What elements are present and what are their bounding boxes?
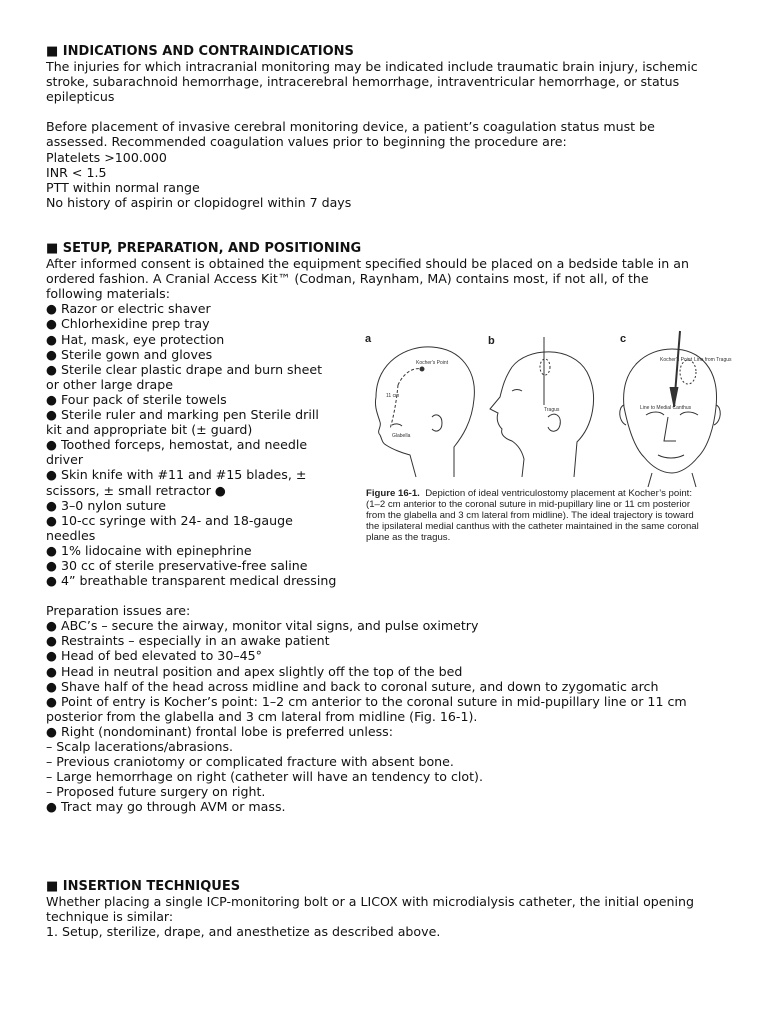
- list-item: ● 30 cc of sterile preservative-free saline: [46, 557, 308, 573]
- panel-label-b: b: [488, 335, 495, 347]
- list-item: ● Sterile gown and gloves: [46, 346, 213, 362]
- figure-caption-line: plane as the tragus.: [366, 532, 451, 543]
- text-line: No history of aspirin or clopidogrel within 7 days: [46, 194, 352, 210]
- indications-para1: [46, 59, 736, 104]
- label-line-to-medial-canthus: Line to Medial Canthus: [640, 405, 692, 411]
- list-item: ● Skin knife with #11 and #15 blades, ±: [46, 467, 307, 483]
- list-item: – Large hemorrhage on right (catheter will have an tendency to clot).: [46, 769, 483, 785]
- label-glabella: Glabella: [392, 433, 411, 439]
- list-item: ● 3–0 nylon suture: [46, 497, 167, 513]
- list-item: or other large drape: [46, 376, 173, 392]
- text-line: assessed. Recommended coagulation values prior to beginning the procedure are:: [46, 134, 567, 150]
- label-11cm: 11 cm: [386, 393, 400, 399]
- prep-issues-list: [46, 603, 736, 814]
- list-item: ● Restraints – especially in an awake patient: [46, 633, 330, 649]
- list-item: – Proposed future surgery on right.: [46, 784, 266, 800]
- list-item: posterior from the glabella and 3 cm lateral from midline (Fig. 16-1).: [46, 708, 478, 724]
- list-item: ● Head in neutral position and apex slightly off the top of the bed: [46, 663, 463, 679]
- indications-para2: [46, 119, 736, 210]
- list-item: kit and appropriate bit (± guard): [46, 422, 253, 438]
- text-line: stroke, subarachnoid hemorrhage, intracerebral hemorrhage, intraventricular hemorrhage, or status: [46, 74, 680, 90]
- text-line: technique is similar:: [46, 909, 174, 925]
- panel-label-c: c: [620, 333, 627, 345]
- list-item: ● Toothed forceps, hemostat, and needle: [46, 437, 308, 453]
- insertion-section: [46, 879, 736, 939]
- list-item: ● Tract may go through AVM or mass.: [46, 799, 286, 815]
- text-line: ordered fashion. A Cranial Access Kit™ (Codman, Raynham, MA) contains most, if not all, of the: [46, 271, 649, 287]
- list-item: ● Four pack of sterile towels: [46, 391, 227, 407]
- list-item: ● Razor or electric shaver: [46, 301, 211, 317]
- list-item: driver: [46, 452, 84, 468]
- indications-heading: ■ INDICATIONS AND CONTRAINDICATIONS: [46, 44, 354, 59]
- list-item: needles: [46, 527, 96, 543]
- text-line: 1. Setup, sterilize, drape, and anesthetize as described above.: [46, 924, 441, 940]
- list-item: ● Sterile ruler and marking pen Sterile drill: [46, 407, 319, 423]
- text-line: INR < 1.5: [46, 164, 107, 180]
- insertion-heading: ■ INSERTION TECHNIQUES: [46, 879, 241, 894]
- list-item: ● 1% lidocaine with epinephrine: [46, 542, 252, 558]
- text-line: The injuries for which intracranial monitoring may be indicated include traumatic brain injury, ischemic: [46, 59, 698, 75]
- list-item: ● Chlorhexidine prep tray: [46, 316, 210, 332]
- figure-caption-line: (1–2 cm anterior to the coronal suture in mid-pupillary line or 11 cm posterior: [366, 499, 691, 510]
- list-item: – Scalp lacerations/abrasions.: [46, 739, 234, 754]
- figure-caption-line: from the glabella and 3 cm lateral from midline). The ideal trajectory is toward: [366, 510, 694, 521]
- label-tragus: Tragus: [544, 407, 560, 413]
- materials-list: [46, 301, 346, 588]
- text-line: PTT within normal range: [46, 179, 200, 195]
- list-item: ● 10-cc syringe with 24- and 18-gauge: [46, 512, 293, 528]
- label-kochers-point-a: Kocher's Point: [416, 360, 449, 366]
- list-item: ● Point of entry is Kocher’s point: 1–2 cm anterior to the coronal suture in mid-pupillary line or 11 cm: [46, 693, 687, 709]
- list-item: ● Hat, mask, eye protection: [46, 331, 225, 347]
- label-line-from-tragus: Line from Tragus: [694, 357, 732, 363]
- list-item: Preparation issues are:: [46, 603, 191, 619]
- panel-label-a: a: [365, 333, 372, 345]
- head-side-view-b: [490, 337, 594, 477]
- text-line: After informed consent is obtained the equipment specified should be placed on a bedside table in an: [46, 256, 689, 272]
- figure-caption-line: Depiction of ideal ventriculostomy placement at Kocher’s point:: [425, 488, 693, 499]
- text-line: Platelets >100.000: [46, 149, 167, 165]
- list-item: ● Sterile clear plastic drape and burn sheet: [46, 361, 323, 377]
- head-illustrations: [362, 327, 732, 487]
- text-line: epilepticus: [46, 89, 115, 105]
- figure-caption-title: Figure 16-1.: [366, 488, 420, 499]
- list-item: – Previous craniotomy or complicated fracture with absent bone.: [46, 754, 454, 770]
- list-item: ● 4” breathable transparent medical dressing: [46, 573, 337, 589]
- figure-caption-line: the ipsilateral medial canthus with the catheter maintained in the same coronal: [366, 521, 699, 532]
- text-line: following materials:: [46, 286, 170, 302]
- list-item: ● Right (nondominant) frontal lobe is preferred unless:: [46, 723, 393, 739]
- head-side-view-a: [375, 347, 474, 477]
- list-item: ● Head of bed elevated to 30–45°: [46, 648, 262, 664]
- figure-caption: [366, 488, 722, 543]
- list-item: ● Shave half of the head across midline and back to coronal suture, and down to zygomatic arch: [46, 678, 659, 694]
- list-item: ● ABC’s – secure the airway, monitor vital signs, and pulse oximetry: [46, 618, 479, 634]
- indications-section: [46, 44, 736, 210]
- text-line: Whether placing a single ICP-monitoring bolt or a LICOX with microdialysis catheter, the initial opening: [46, 894, 694, 910]
- text-line: Before placement of invasive cerebral monitoring device, a patient’s coagulation status must be: [46, 119, 655, 135]
- label-kochers-point-c: Kocher's Point: [660, 357, 693, 363]
- list-item: scissors, ± small retractor ●: [46, 482, 226, 498]
- setup-heading: ■ SETUP, PREPARATION, AND POSITIONING: [46, 241, 362, 256]
